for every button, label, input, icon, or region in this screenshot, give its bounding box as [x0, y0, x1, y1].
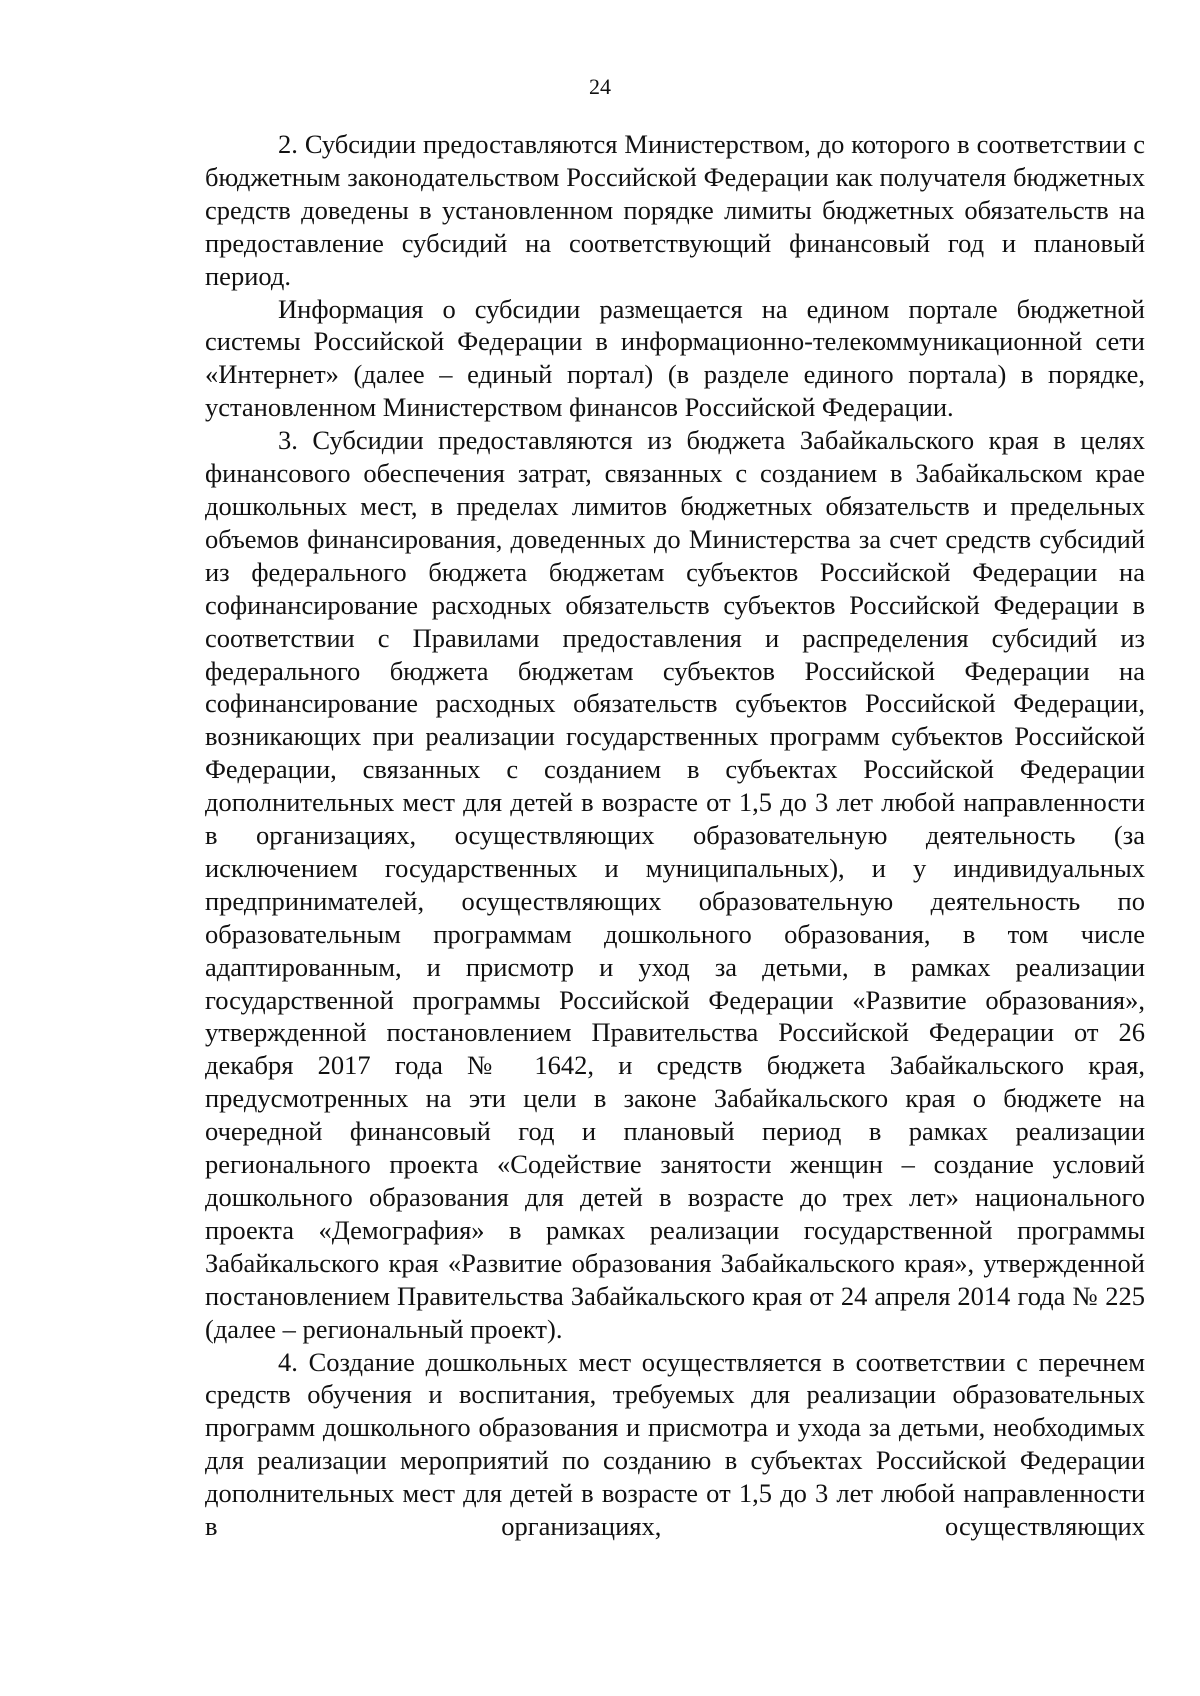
document-body: [205, 128, 1145, 1543]
paragraph-4-preschool-places: 4. Создание дошкольных мест осуществляется в соответствии с перечнем средств обучения и воспитания, требуемых для реализации образовательных программ дошкольного образования и присмотра и ухода за детьми, необходимых для реализации мероприятий по созданию в субъектах Российской Федерации дополнительных мест для детей в возрасте от 1,5 до 3 лет любой направленности в организациях, осуществляющих: [205, 1346, 1145, 1542]
page-number: 24: [589, 74, 611, 99]
paragraph-3-subsidy-purpose: 3. Субсидии предоставляются из бюджета Забайкальского края в целях финансового обеспечения затрат, связанных с созданием в Забайкальском крае дошкольных мест, в пределах лимитов бюджетных обязательств и предельных объемов финансирования, доведенных до Министерства за счет средств субсидий из федерального бюджета бюджетам субъектов Российской Федерации на софинансирование расходных обязательств субъектов Российской Федерации в соответствии с Правилами предоставления и распределения субсидий из федерального бюджета бюджетам субъектов Российской Федерации на софинансирование расходных обязательств субъектов Российской Федерации, возникающих при реализации государственных программ субъектов Российской Федерации, связанных с созданием в субъектах Российской Федерации дополнительных мест для детей в возрасте от 1,5 до 3 лет любой направленности в организациях, осуществляющих образовательную деятельность (за исключением государственных и муниципальных), и у индивидуальных предпринимателей, осуществляющих образовательную деятельность по образовательным программам дошкольного образования, в том числе адаптированным, и присмотр и уход за детьми, в рамках реализации государственной программы Российской Федерации «Развитие образования», утвержденной постановлением Правительства Российской Федерации от 26 декабря 2017 года № 1642, и средств бюджета Забайкальского края, предусмотренных на эти цели в законе Забайкальского края о бюджете на очередной финансовый год и плановый период в рамках реализации регионального проекта «Содействие занятости женщин – создание условий дошкольного образования для детей в возрасте до трех лет» национального проекта «Демография» в рамках реализации государственной программы Забайкальского края «Развитие образования Забайкальского края», утвержденной постановлением Правительства Забайкальского края от 24 апреля 2014 года № 225 (далее – региональный проект).: [205, 425, 1145, 1344]
paragraph-2-subsidy-provider: 2. Субсидии предоставляются Министерством, до которого в соответствии с бюджетным законодательством Российской Федерации как получателя бюджетных средств доведены в установленном порядке лимиты бюджетных обязательств на предоставление субсидий на соответствующий финансовый год и плановый период.: [205, 129, 1145, 291]
paragraph-subsidy-information: Информация о субсидии размещается на едином портале бюджетной системы Российской Федерации в информационно-телекоммуникационной сети «Интернет» (далее – единый портал) (в разделе единого портала) в порядке, установленном Министерством финансов Российской Федерации.: [205, 293, 1145, 423]
